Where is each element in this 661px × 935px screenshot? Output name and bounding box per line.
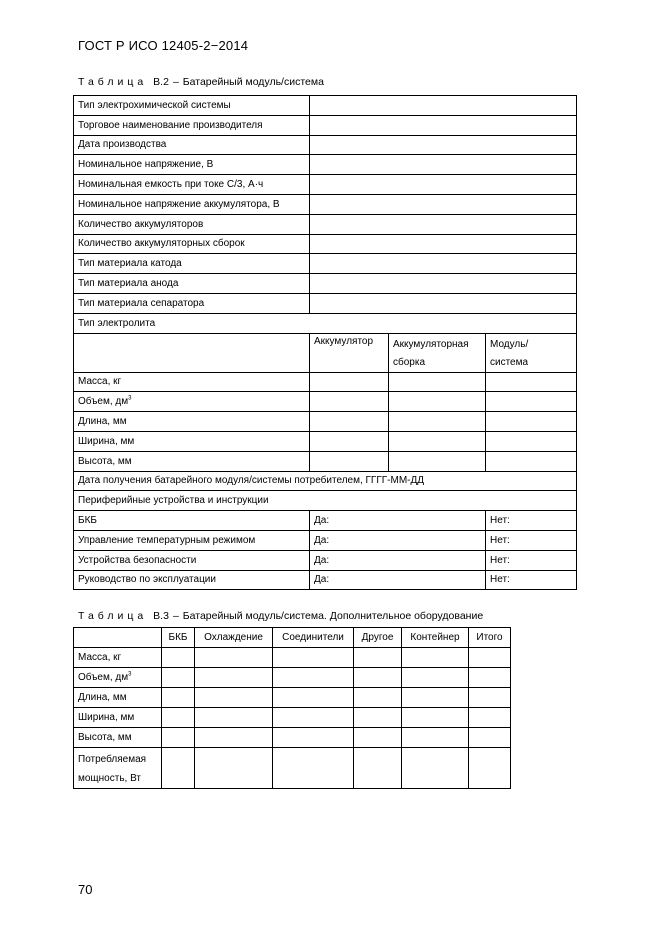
table-row — [74, 194, 577, 214]
table-row — [74, 550, 577, 570]
value-cell[interactable] — [469, 648, 511, 668]
header-cell: Контейнер — [402, 628, 469, 648]
header-line: система — [490, 356, 529, 368]
table-row — [74, 748, 511, 789]
value-cell[interactable] — [354, 668, 402, 688]
value-cell[interactable] — [195, 688, 273, 708]
caption-dash: – — [172, 76, 179, 88]
empty-header-cell — [74, 333, 310, 372]
value-cell[interactable] — [486, 392, 577, 412]
value-cell[interactable] — [486, 372, 577, 392]
table-row — [74, 155, 577, 175]
value-cell[interactable] — [354, 688, 402, 708]
row-label-text: Объем, дм — [78, 672, 129, 683]
table-row — [74, 668, 511, 688]
value-cell[interactable] — [486, 451, 577, 471]
value-cell[interactable] — [469, 708, 511, 728]
table-row — [74, 451, 577, 471]
value-cell[interactable] — [195, 748, 273, 789]
value-cell[interactable] — [195, 668, 273, 688]
caption-word: Таблица — [78, 610, 148, 622]
value-cell[interactable] — [486, 412, 577, 432]
value-cell[interactable] — [389, 412, 486, 432]
row-label: Управление температурным режимом — [74, 530, 310, 550]
row-label: БКБ — [74, 511, 310, 531]
caption-word: Таблица — [78, 76, 148, 88]
table-b3-caption — [78, 610, 483, 622]
value-cell[interactable] — [162, 688, 195, 708]
row-label-text: Объем, дм — [78, 396, 129, 408]
row-label: Тип материала катода — [74, 254, 310, 274]
value-cell[interactable] — [402, 708, 469, 728]
header-cell: БКБ — [162, 628, 195, 648]
value-cell[interactable] — [402, 688, 469, 708]
value-cell[interactable] — [310, 412, 389, 432]
row-label: Устройства безопасности — [74, 550, 310, 570]
value-cell[interactable] — [195, 648, 273, 668]
row-label: Высота, мм — [74, 728, 162, 748]
document-header: ГОСТ Р ИСО 12405-2−2014 — [78, 38, 249, 53]
row-label — [74, 668, 162, 688]
row-label: Торговое наименование производителя — [74, 115, 310, 135]
header-cell: Охлаждение — [195, 628, 273, 648]
value-cell[interactable] — [273, 708, 354, 728]
row-label: Масса, кг — [74, 648, 162, 668]
caption-title: Батарейный модуль/система — [182, 76, 324, 88]
header-cell — [486, 333, 577, 372]
value-cell[interactable] — [310, 234, 577, 254]
yes-cell[interactable]: Да: — [310, 530, 486, 550]
value-cell[interactable] — [354, 648, 402, 668]
value-cell[interactable] — [402, 668, 469, 688]
value-cell[interactable] — [354, 748, 402, 789]
table-row — [74, 491, 577, 511]
value-cell[interactable] — [310, 274, 577, 294]
row-label: Количество аккумуляторных сборок — [74, 234, 310, 254]
caption-number: B.2 — [153, 76, 169, 88]
yes-cell[interactable]: Да: — [310, 570, 486, 590]
value-cell[interactable] — [310, 431, 389, 451]
value-cell[interactable] — [354, 728, 402, 748]
value-cell[interactable] — [162, 708, 195, 728]
table-row — [74, 115, 577, 135]
table-b2-caption — [78, 76, 324, 88]
table-row — [74, 728, 511, 748]
row-label: Длина, мм — [74, 688, 162, 708]
empty-header-cell — [74, 628, 162, 648]
value-cell[interactable] — [273, 688, 354, 708]
table-row — [74, 471, 577, 491]
table-row — [74, 511, 577, 531]
row-label: Ширина, мм — [74, 431, 310, 451]
no-cell[interactable]: Нет: — [486, 530, 577, 550]
table-row — [74, 530, 577, 550]
table-b2 — [73, 95, 577, 590]
row-label: Тип электролита — [74, 313, 577, 333]
header-line: Модуль/ — [490, 338, 529, 350]
value-cell[interactable] — [310, 372, 389, 392]
table-b3 — [73, 627, 511, 789]
value-cell[interactable] — [469, 748, 511, 789]
no-cell[interactable]: Нет: — [486, 550, 577, 570]
table-row — [74, 214, 577, 234]
row-label: Ширина, мм — [74, 708, 162, 728]
caption-dash: – — [172, 610, 179, 622]
row-label: Номинальное напряжение, В — [74, 155, 310, 175]
value-cell[interactable] — [195, 728, 273, 748]
row-label: Дата производства — [74, 135, 310, 155]
header-cell — [389, 333, 486, 372]
column-header-row — [74, 628, 511, 648]
value-cell[interactable] — [273, 668, 354, 688]
value-cell[interactable] — [469, 668, 511, 688]
table-row — [74, 254, 577, 274]
table-row — [74, 135, 577, 155]
value-cell[interactable] — [389, 392, 486, 412]
value-cell[interactable] — [402, 648, 469, 668]
header-cell: Аккумулятор — [310, 333, 389, 372]
value-cell[interactable] — [310, 254, 577, 274]
table-row — [74, 372, 577, 392]
value-cell[interactable] — [310, 155, 577, 175]
table-row — [74, 392, 577, 412]
header-cell: Итого — [469, 628, 511, 648]
row-label: Тип материала сепаратора — [74, 293, 310, 313]
value-cell[interactable] — [273, 728, 354, 748]
row-label: Масса, кг — [74, 372, 310, 392]
yes-cell[interactable]: Да: — [310, 511, 486, 531]
table-row — [74, 708, 511, 728]
table-row — [74, 688, 511, 708]
superscript: 3 — [128, 671, 132, 678]
value-cell[interactable] — [162, 728, 195, 748]
row-label: Количество аккумуляторов — [74, 214, 310, 234]
value-cell[interactable] — [310, 293, 577, 313]
value-cell[interactable] — [273, 748, 354, 789]
table-row — [74, 412, 577, 432]
row-label: Номинальное напряжение аккумулятора, В — [74, 194, 310, 214]
header-line: Аккумуляторная — [393, 338, 469, 350]
table-row — [74, 313, 577, 333]
value-cell[interactable] — [310, 115, 577, 135]
value-cell[interactable] — [310, 392, 389, 412]
table-row — [74, 274, 577, 294]
header-cell: Другое — [354, 628, 402, 648]
row-label — [74, 392, 310, 412]
column-header-row — [74, 333, 577, 372]
row-label: Тип материала анода — [74, 274, 310, 294]
value-cell[interactable] — [402, 748, 469, 789]
table-row — [74, 234, 577, 254]
row-label: Тип электрохимической системы — [74, 96, 310, 116]
value-cell[interactable] — [310, 194, 577, 214]
value-cell[interactable] — [310, 175, 577, 195]
row-label: Высота, мм — [74, 451, 310, 471]
value-cell[interactable] — [310, 96, 577, 116]
peripherals-row: Периферийные устройства и инструкции — [74, 491, 577, 511]
value-cell[interactable] — [162, 748, 195, 789]
value-cell[interactable] — [389, 431, 486, 451]
header-line: сборка — [393, 356, 426, 368]
row-label — [74, 748, 162, 789]
date-received-row[interactable]: Дата получения батарейного модуля/системы потребителем, ГГГГ-ММ-ДД — [74, 471, 577, 491]
superscript: 3 — [128, 395, 132, 402]
caption-title: Батарейный модуль/система. Дополнительное оборудование — [182, 610, 484, 622]
row-label: Длина, мм — [74, 412, 310, 432]
table-row — [74, 431, 577, 451]
table-row — [74, 293, 577, 313]
no-cell[interactable]: Нет: — [486, 570, 577, 590]
value-cell[interactable] — [402, 728, 469, 748]
value-cell[interactable] — [486, 431, 577, 451]
row-label: Номинальная емкость при токе C/3, А·ч — [74, 175, 310, 195]
value-cell[interactable] — [469, 728, 511, 748]
value-cell[interactable] — [310, 214, 577, 234]
value-cell[interactable] — [310, 135, 577, 155]
value-cell[interactable] — [389, 451, 486, 471]
table-row — [74, 648, 511, 668]
row-label: Руководство по эксплуатации — [74, 570, 310, 590]
caption-number: B.3 — [153, 610, 169, 622]
table-row — [74, 570, 577, 590]
no-cell[interactable]: Нет: — [486, 511, 577, 531]
value-cell[interactable] — [310, 451, 389, 471]
value-cell[interactable] — [273, 648, 354, 668]
table-row — [74, 96, 577, 116]
value-cell[interactable] — [469, 688, 511, 708]
yes-cell[interactable]: Да: — [310, 550, 486, 570]
row-label-line: мощность, Вт — [78, 773, 142, 784]
value-cell[interactable] — [162, 668, 195, 688]
value-cell[interactable] — [195, 708, 273, 728]
value-cell[interactable] — [354, 708, 402, 728]
table-row — [74, 175, 577, 195]
value-cell[interactable] — [162, 648, 195, 668]
row-label-line: Потребляемая — [78, 754, 147, 765]
page-number: 70 — [78, 882, 93, 897]
header-cell: Соединители — [273, 628, 354, 648]
value-cell[interactable] — [389, 372, 486, 392]
